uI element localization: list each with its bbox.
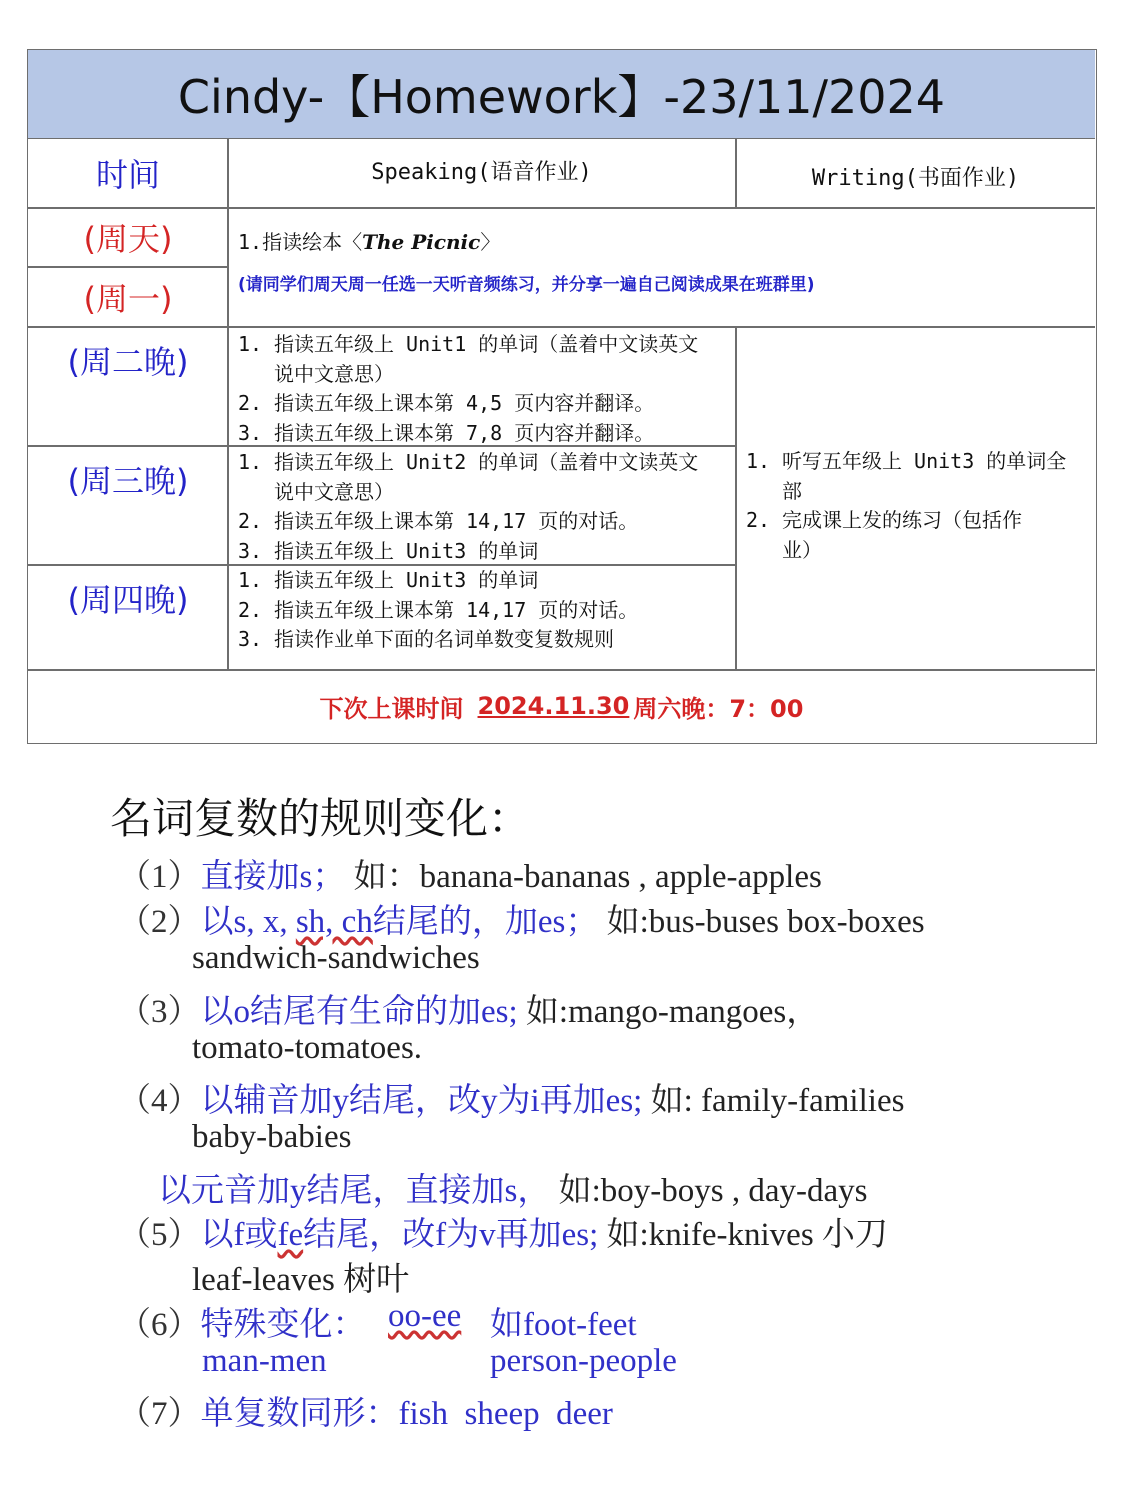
rule-cn: 特殊变化： [200, 1307, 366, 1343]
next-class-label: 下次上课时间 [319, 694, 464, 723]
rule-label: （2） [118, 904, 201, 940]
rule-6-ex1 [490, 1298, 637, 1345]
item-number: 3. [238, 627, 263, 651]
rule-3-cont: tomato-tomatoes. [192, 1030, 423, 1066]
item-text: 指读五年级上课本第 14,17 页的对话。 [274, 597, 639, 622]
list-item [746, 506, 1091, 565]
item-number: 2. [238, 509, 263, 533]
item-text: 说中文意思） [274, 361, 394, 386]
item-text: 听写五年级上 Unit3 的单词全 [782, 449, 1067, 473]
item-number: 2. [746, 508, 771, 532]
next-class-date: 2024.11.30 [477, 692, 630, 720]
rule-example: 如:boy-boys , day-days [558, 1173, 868, 1209]
item-text: 指读五年级上 Unit1 的单词（盖着中文读英文 [274, 332, 699, 356]
header-time: 时间 [95, 156, 160, 194]
rule-cn: sh, ch [295, 904, 373, 940]
picnic-suffix: 〉 [480, 230, 501, 254]
next-class-time: 周六晚：7：00 [633, 694, 804, 723]
rule-cn: 结尾的，加es； [372, 904, 599, 940]
rule-cn: 以f或 [200, 1217, 278, 1253]
homework-table [27, 49, 1097, 744]
item-number: 1. [746, 449, 771, 473]
rule-label: （6） [118, 1307, 201, 1343]
item-number: 2. [238, 597, 263, 622]
item-text: 完成课上发的练习（包括作 [782, 508, 1022, 532]
rule-cn: 以元音加y结尾，直接加s， [158, 1173, 551, 1209]
day-tuesday: (周二晚) [67, 343, 189, 381]
rule-4b [158, 1164, 867, 1211]
divider [735, 327, 737, 670]
picnic-note: (请同学们周天周一任选一天听音频练习，并分享一遍自己阅读成果在班群里) [238, 275, 815, 295]
rule-example: 如:bus-buses box-boxes [606, 904, 925, 940]
item-text: 业） [782, 537, 822, 562]
day-monday: (周一) [83, 280, 173, 318]
rule-6-ex2 [202, 1343, 327, 1380]
rule-example: 如:mango-mangoes， [525, 994, 820, 1030]
day-wednesday: (周三晚) [67, 462, 189, 500]
rule-cn: 结尾，改f为v再加es; [303, 1217, 599, 1253]
item-text: 指读五年级上课本第 14,17 页的对话。 [274, 509, 639, 533]
rule-label: （3） [118, 994, 201, 1030]
wednesday-tasks [238, 448, 733, 566]
list-item [746, 447, 1091, 506]
list-item [238, 507, 733, 537]
thursday-tasks [238, 566, 733, 655]
rule-4 [118, 1074, 904, 1121]
rule-cn: fe [277, 1217, 304, 1253]
item-number: 2. [238, 391, 263, 415]
rule-1 [118, 850, 822, 897]
day-sunday: (周天) [83, 220, 173, 258]
rule-example: 如foot-feet [490, 1307, 637, 1343]
tuesday-tasks [238, 330, 733, 448]
rule-6-pair [388, 1298, 461, 1335]
list-item [238, 566, 733, 596]
picnic-prefix: 1.指读绘本〈 [238, 230, 363, 254]
item-text: 说中文意思） [274, 479, 394, 504]
list-item [238, 389, 733, 419]
rule-cn: 以s, x, [200, 904, 296, 940]
rule-example: 如:knife-knives 小刀 [606, 1217, 888, 1253]
item-number: 3. [238, 420, 263, 445]
rule-cn: 单复数同形： [200, 1396, 399, 1432]
list-item [238, 448, 733, 507]
rule-example: man-men [202, 1343, 327, 1379]
rule-6-ex3 [490, 1343, 677, 1380]
header-speaking: Speaking(语音作业) [371, 159, 592, 185]
list-item [238, 596, 733, 626]
item-text: 指读五年级上课本第 4,5 页内容并翻译。 [274, 391, 655, 415]
rule-2 [118, 895, 925, 942]
rule-5-cont: leaf-leaves 树叶 [192, 1262, 410, 1298]
rule-example: 如: family-families [650, 1083, 905, 1119]
rule-label: （1） [118, 859, 201, 895]
rule-example: fish sheep deer [398, 1396, 613, 1432]
item-text: 指读作业单下面的名词单数变复数规则 [274, 627, 614, 651]
rule-label: （4） [118, 1083, 201, 1119]
item-text: 部 [782, 478, 802, 503]
list-item [238, 330, 733, 389]
item-text: 指读五年级上 Unit2 的单词（盖着中文读英文 [274, 450, 699, 474]
writing-tasks [746, 447, 1091, 565]
rule-cn: 直接加s； [200, 859, 346, 895]
list-item [238, 537, 733, 567]
rule-cn: 以o结尾有生命的加es; [200, 994, 518, 1030]
item-text: 指读五年级上课本第 7,8 页内容并翻译。 [274, 420, 655, 445]
header-writing: Writing(书面作业) [811, 165, 1020, 191]
rule-6 [118, 1298, 366, 1345]
page-title: Cindy-【Homework】-23/11/2024 [28, 50, 1095, 139]
rule-cn: 以辅音加y结尾，改y为i再加es; [200, 1083, 643, 1119]
list-item [238, 419, 733, 449]
item-number: 1. [238, 568, 263, 592]
picnic-task [238, 226, 500, 255]
rule-3 [118, 985, 819, 1032]
day-thursday: (周四晚) [67, 581, 189, 619]
item-text: 指读五年级上 Unit3 的单词 [274, 568, 539, 592]
item-number: 1. [238, 332, 263, 356]
rule-7 [118, 1387, 613, 1434]
rule-label: （7） [118, 1396, 201, 1432]
rule-label: （5） [118, 1217, 201, 1253]
rule-5 [118, 1208, 888, 1255]
picnic-book-title: The Picnic [362, 230, 481, 254]
rules-title: 名词复数的规则变化： [110, 794, 531, 843]
rule-cn: oo-ee [388, 1298, 462, 1334]
next-class-info [28, 670, 1095, 742]
rule-4-cont: baby-babies [192, 1119, 352, 1155]
rule-example: person-people [490, 1343, 677, 1379]
rule-example: 如：banana-bananas , apple-apples [353, 859, 822, 895]
item-number: 1. [238, 450, 263, 474]
list-item [238, 625, 733, 655]
item-number: 3. [238, 538, 263, 563]
rule-2-cont: sandwich-sandwiches [192, 940, 480, 976]
item-text: 指读五年级上 Unit3 的单词 [274, 538, 539, 563]
